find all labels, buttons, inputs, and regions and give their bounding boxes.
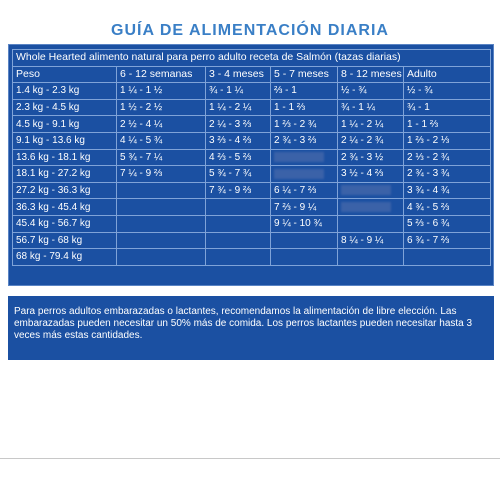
portion-cell bbox=[206, 232, 271, 249]
portion-cell bbox=[271, 249, 338, 266]
portion-cell: 2 ½ - 4 ¼ bbox=[117, 116, 206, 133]
portion-cell: 2 ¼ - 3 ⅔ bbox=[206, 116, 271, 133]
portion-cell: 6 ¼ - 7 ⅔ bbox=[271, 182, 338, 199]
column-header: 5 - 7 meses bbox=[271, 66, 338, 83]
portion-cell: ⅔ - 1 bbox=[271, 83, 338, 100]
portion-cell bbox=[206, 215, 271, 232]
portion-cell bbox=[338, 215, 404, 232]
portion-cell bbox=[338, 182, 404, 199]
portion-cell: 1 ⅔ - 2 ¾ bbox=[271, 116, 338, 133]
portion-cell: 3 ⅔ - 4 ⅔ bbox=[206, 132, 271, 149]
portion-cell: 8 ¼ - 9 ¼ bbox=[338, 232, 404, 249]
portion-cell bbox=[338, 199, 404, 216]
portion-cell: 7 ¼ - 9 ⅔ bbox=[117, 166, 206, 183]
portion-cell: 2 ¾ - 3 ⅔ bbox=[271, 132, 338, 149]
portion-cell: 5 ¾ - 7 ¾ bbox=[206, 166, 271, 183]
table-row bbox=[13, 166, 491, 183]
portion-cell bbox=[404, 249, 491, 266]
obscured-value bbox=[341, 185, 391, 195]
portion-cell: 3 ½ - 4 ⅔ bbox=[338, 166, 404, 183]
column-header: Adulto bbox=[404, 66, 491, 83]
portion-cell: 7 ¾ - 9 ⅔ bbox=[206, 182, 271, 199]
obscured-value bbox=[274, 169, 324, 179]
portion-cell: 7 ⅔ - 9 ¼ bbox=[271, 199, 338, 216]
portion-cell: 1 ¼ - 2 ¼ bbox=[206, 99, 271, 116]
portion-cell bbox=[117, 232, 206, 249]
table-caption: Whole Hearted alimento natural para perro adulto receta de Salmón (tazas diarias) bbox=[13, 50, 491, 67]
portion-cell bbox=[271, 232, 338, 249]
table-row bbox=[13, 182, 491, 199]
table-row bbox=[13, 199, 491, 216]
feeding-table bbox=[12, 49, 491, 266]
portion-cell: 2 ¾ - 3 ¾ bbox=[404, 166, 491, 183]
portion-cell bbox=[206, 249, 271, 266]
column-header: 8 - 12 meses bbox=[338, 66, 404, 83]
feeding-note: Para perros adultos embarazadas o lactantes, recomendamos la alimentación de libre elección. Las embarazadas pueden necesitar un 50% más de comida. Los perros lactantes pueden necesitar hasta 3 veces más estas cantidades. bbox=[8, 296, 494, 360]
portion-cell: ¾ - 1 ¼ bbox=[338, 99, 404, 116]
weight-cell: 18.1 kg - 27.2 kg bbox=[13, 166, 117, 183]
portion-cell: 2 ¼ - 2 ¾ bbox=[338, 132, 404, 149]
weight-cell: 13.6 kg - 18.1 kg bbox=[13, 149, 117, 166]
portion-cell bbox=[271, 166, 338, 183]
portion-cell bbox=[117, 249, 206, 266]
table-row bbox=[13, 149, 491, 166]
weight-cell: 2.3 kg - 4.5 kg bbox=[13, 99, 117, 116]
portion-cell: 1 - 1 ⅔ bbox=[271, 99, 338, 116]
portion-cell: 3 ¾ - 4 ¾ bbox=[404, 182, 491, 199]
portion-cell: ¾ - 1 ¼ bbox=[206, 83, 271, 100]
page-title: GUÍA DE ALIMENTACIÓN DIARIA bbox=[111, 22, 389, 39]
column-header: 3 - 4 meses bbox=[206, 66, 271, 83]
portion-cell: 1 ¼ - 1 ½ bbox=[117, 83, 206, 100]
weight-cell: 4.5 kg - 9.1 kg bbox=[13, 116, 117, 133]
portion-cell: 2 ⅓ - 2 ¾ bbox=[404, 149, 491, 166]
portion-cell: 1 - 1 ⅔ bbox=[404, 116, 491, 133]
table-header-row bbox=[13, 66, 491, 83]
obscured-value bbox=[341, 202, 391, 212]
weight-cell: 1.4 kg - 2.3 kg bbox=[13, 83, 117, 100]
portion-cell: ¾ - 1 bbox=[404, 99, 491, 116]
table-row bbox=[13, 232, 491, 249]
table-row bbox=[13, 83, 491, 100]
portion-cell bbox=[117, 215, 206, 232]
portion-cell: 1 ⅔ - 2 ⅓ bbox=[404, 132, 491, 149]
portion-cell: 1 ¼ - 2 ¼ bbox=[338, 116, 404, 133]
portion-cell bbox=[338, 249, 404, 266]
portion-cell: 6 ¾ - 7 ⅔ bbox=[404, 232, 491, 249]
portion-cell: 4 ¼ - 5 ¾ bbox=[117, 132, 206, 149]
weight-cell: 9.1 kg - 13.6 kg bbox=[13, 132, 117, 149]
portion-cell: 2 ¾ - 3 ½ bbox=[338, 149, 404, 166]
table-row bbox=[13, 249, 491, 266]
weight-cell: 27.2 kg - 36.3 kg bbox=[13, 182, 117, 199]
portion-cell: 4 ¾ - 5 ⅔ bbox=[404, 199, 491, 216]
portion-cell: 1 ½ - 2 ½ bbox=[117, 99, 206, 116]
portion-cell: 9 ¼ - 10 ¾ bbox=[271, 215, 338, 232]
feeding-table-panel bbox=[8, 44, 494, 286]
portion-cell: 5 ⅔ - 6 ¾ bbox=[404, 215, 491, 232]
portion-cell bbox=[117, 182, 206, 199]
bottom-divider bbox=[0, 458, 500, 459]
table-row bbox=[13, 215, 491, 232]
table-row bbox=[13, 99, 491, 116]
weight-cell: 45.4 kg - 56.7 kg bbox=[13, 215, 117, 232]
column-header: Peso bbox=[13, 66, 117, 83]
weight-cell: 36.3 kg - 45.4 kg bbox=[13, 199, 117, 216]
weight-cell: 56.7 kg - 68 kg bbox=[13, 232, 117, 249]
table-row bbox=[13, 132, 491, 149]
obscured-value bbox=[274, 152, 324, 162]
portion-cell: ½ - ¾ bbox=[404, 83, 491, 100]
portion-cell: 5 ¾ - 7 ¼ bbox=[117, 149, 206, 166]
table-row bbox=[13, 116, 491, 133]
weight-cell: 68 kg - 79.4 kg bbox=[13, 249, 117, 266]
column-header: 6 - 12 semanas bbox=[117, 66, 206, 83]
portion-cell: ½ - ¾ bbox=[338, 83, 404, 100]
portion-cell bbox=[271, 149, 338, 166]
portion-cell: 4 ⅔ - 5 ⅔ bbox=[206, 149, 271, 166]
portion-cell bbox=[206, 199, 271, 216]
portion-cell bbox=[117, 199, 206, 216]
